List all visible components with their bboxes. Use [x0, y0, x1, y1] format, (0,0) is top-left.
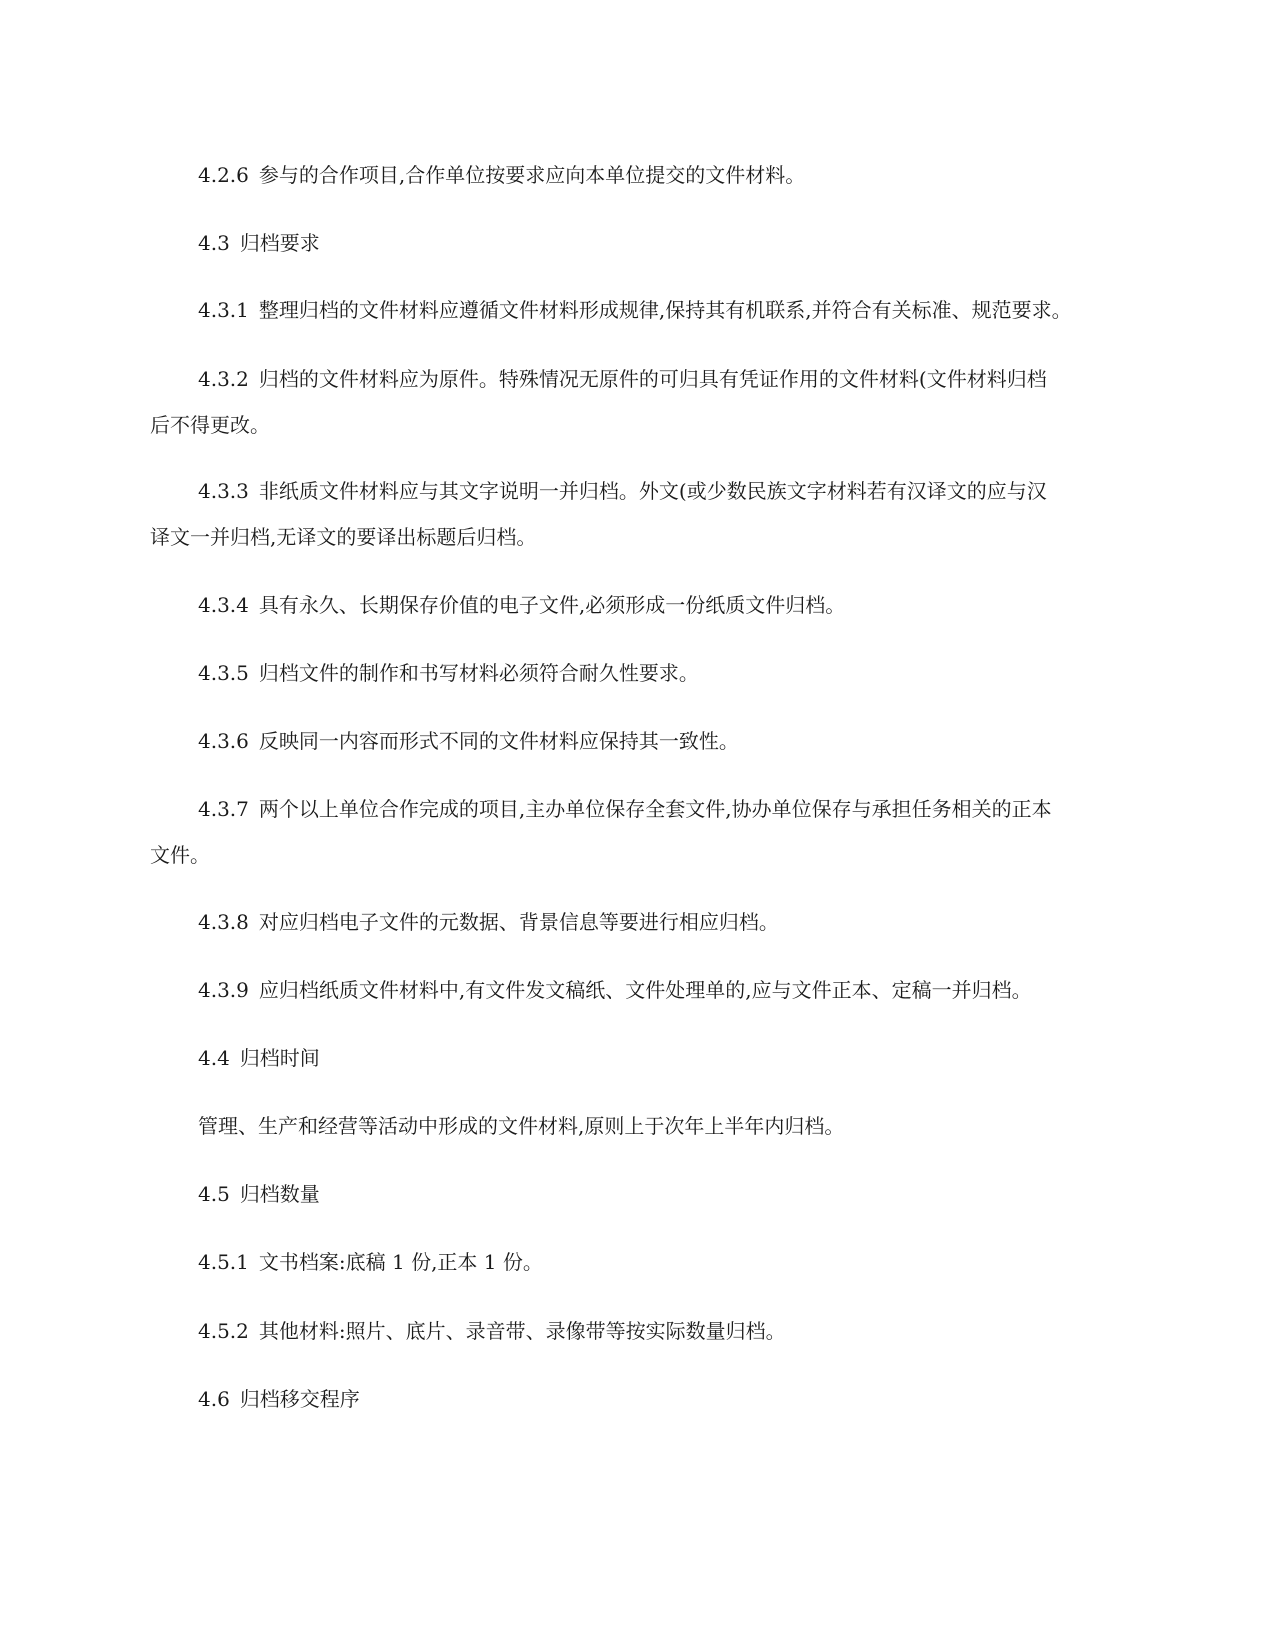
paragraph-line: 4.5.1 文书档案:底稿 1 份,正本 1 份。 [198, 1250, 543, 1274]
paragraph-4-5-1 [150, 1239, 1130, 1285]
paragraph-line: 管理、生产和经营等活动中形成的文件材料,原则上于次年上半年内归档。 [198, 1114, 845, 1138]
section-heading-4-6 [150, 1376, 1130, 1422]
paragraph-4-3-4 [150, 582, 1130, 628]
paragraph-line: 4.3.4 具有永久、长期保存价值的电子文件,必须形成一份纸质文件归档。 [198, 593, 846, 617]
section-number: 4.6 [198, 1387, 230, 1411]
section-number: 4.3.4 [198, 593, 249, 617]
section-number: 4.3.6 [198, 729, 249, 753]
paragraph-line: 4.4 归档时间 [198, 1046, 320, 1070]
section-number: 4.5.2 [198, 1319, 249, 1343]
paragraph-4-3-2 [150, 356, 1130, 448]
paragraph-line: 4.3.9 应归档纸质文件材料中,有文件发文稿纸、文件处理单的,应与文件正本、定稿一并归档。 [198, 978, 1032, 1002]
paragraph-4-3-1 [150, 287, 1130, 333]
paragraph-line: 4.6 归档移交程序 [198, 1387, 360, 1411]
paragraph-4-3-5 [150, 650, 1130, 696]
paragraph-line: 4.3.3 非纸质文件材料应与其文字说明一并归档。外文(或少数民族文字材料若有汉译文的应与汉 [198, 479, 1047, 503]
paragraph-line: 4.3.6 反映同一内容而形式不同的文件材料应保持其一致性。 [198, 729, 739, 753]
section-number: 4.3 [198, 231, 230, 255]
paragraph-4-3-6 [150, 718, 1130, 764]
paragraph-line: 译文一并归档,无译文的要译出标题后归档。 [150, 525, 537, 549]
section-number: 4.3.5 [198, 661, 249, 685]
section-number: 4.5.1 [198, 1250, 249, 1274]
paragraph-line: 4.5 归档数量 [198, 1182, 320, 1206]
section-heading-4-4 [150, 1035, 1130, 1081]
paragraph-4-3-8 [150, 899, 1130, 945]
paragraph-line: 4.3.2 归档的文件材料应为原件。特殊情况无原件的可归具有凭证作用的文件材料(文件材料归档 [198, 367, 1047, 391]
paragraph-line: 4.2.6 参与的合作项目,合作单位按要求应向本单位提交的文件材料。 [198, 163, 806, 187]
section-number: 4.3.1 [198, 298, 249, 322]
paragraph-archive-time [150, 1103, 1130, 1149]
paragraph-4-3-7 [150, 786, 1130, 878]
paragraph-line: 文件。 [150, 843, 210, 867]
paragraph-line: 4.5.2 其他材料:照片、底片、录音带、录像带等按实际数量归档。 [198, 1319, 786, 1343]
paragraph-4-5-2 [150, 1308, 1130, 1354]
section-number: 4.3.3 [198, 479, 249, 503]
paragraph-4-3-9 [150, 967, 1130, 1013]
paragraph-line: 4.3 归档要求 [198, 231, 320, 255]
paragraph-line: 4.3.1 整理归档的文件材料应遵循文件材料形成规律,保持其有机联系,并符合有关标准、规范要求。 [198, 298, 1072, 322]
paragraph-4-2-6 [150, 152, 1130, 198]
section-number: 4.5 [198, 1182, 230, 1206]
paragraph-line: 后不得更改。 [150, 413, 270, 437]
paragraph-4-3-3 [150, 468, 1130, 560]
section-number: 4.4 [198, 1046, 230, 1070]
paragraph-line: 4.3.8 对应归档电子文件的元数据、背景信息等要进行相应归档。 [198, 910, 779, 934]
paragraph-line: 4.3.5 归档文件的制作和书写材料必须符合耐久性要求。 [198, 661, 699, 685]
paragraph-line: 4.3.7 两个以上单位合作完成的项目,主办单位保存全套文件,协办单位保存与承担任务相关的正本 [198, 797, 1052, 821]
section-number: 4.3.9 [198, 978, 249, 1002]
section-heading-4-3 [150, 220, 1130, 266]
section-number: 4.2.6 [198, 163, 249, 187]
section-number: 4.3.8 [198, 910, 249, 934]
section-heading-4-5 [150, 1171, 1130, 1217]
section-number: 4.3.2 [198, 367, 249, 391]
section-number: 4.3.7 [198, 797, 249, 821]
